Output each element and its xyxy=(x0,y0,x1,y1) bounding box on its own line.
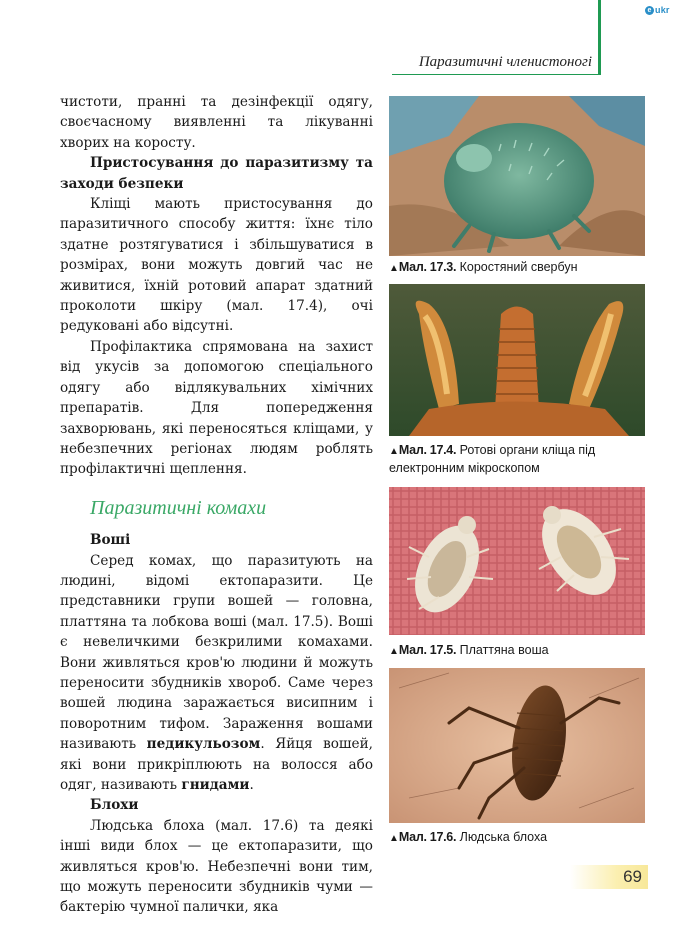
subheading-lice: Воші xyxy=(90,532,131,549)
paragraph: Профілактика спрямована на захист від укусів за допомогою спеціального одягу або відлякувальних хімічних препаратів. Для попередження захворювань, які переносяться кліщами, у небезпечних регіонах людям роблять профілактичні щеплення. xyxy=(60,338,373,478)
body-louse-illustration xyxy=(389,487,645,635)
figure-human-flea xyxy=(389,668,645,823)
human-flea-illustration xyxy=(389,668,645,823)
caption-fig-17-5: ▲Мал. 17.5. Платтяна воша xyxy=(389,643,549,657)
caption-fig-17-3: ▲Мал. 17.3. Коростяний свербун xyxy=(389,260,578,274)
paragraph-lice: Серед комах, що паразитують на людині, відомі ектопаразити. Це представники групи вошей — головна, платтяна та лобкова воші (мал. 17.5). Воші є невеличкими безкрилими комахами. Вони живляться кров'ю людини й можуть переносити збудників хвороб. Саме через вошей людина заражається висипним і поворотним тифом. Зараження вошами називають педикульозом. Яйця вошей, які вони прикріплюють на волосся або одяг, називають гнидами. xyxy=(60,552,373,793)
header-divider xyxy=(392,74,601,75)
caption-fig-17-6: ▲Мал. 17.6. Людська блоха xyxy=(389,830,548,844)
page-number: 69 xyxy=(623,867,642,886)
paragraph: чистоти, пранні та дезінфекції одягу, своєчасному виявленні та лікуванні хворих на коросту. xyxy=(60,94,373,151)
header-accent-bar xyxy=(598,0,601,74)
main-text-column xyxy=(60,92,373,918)
subheading-fleas: Блохи xyxy=(90,797,139,814)
running-header: Паразитичні членистоногі xyxy=(418,54,592,70)
term-nits: гнидами xyxy=(181,777,250,793)
figure-body-louse xyxy=(389,487,645,635)
paragraph: Людська блоха (мал. 17.6) та деякі інші види блох — це ектопаразити, що живляться кров'ю. Небезпечні вони тим, що можуть переносити збудників чуми — бактерію чумної палички, яка xyxy=(60,817,373,916)
page-number-tab xyxy=(570,865,648,889)
publisher-logo: e ukr xyxy=(645,5,670,15)
subheading-adaptation: Пристосування до паразитизму та заходи безпеки xyxy=(60,155,373,192)
tick-mouthparts-illustration xyxy=(389,284,645,436)
caption-fig-17-4: ▲Мал. 17.4. Ротові органи кліща під електронним мікроскопом xyxy=(389,443,596,475)
scabies-mite-illustration xyxy=(389,96,645,256)
term-pediculosis: педикульозом xyxy=(146,736,261,753)
figure-scabies-mite xyxy=(389,96,645,256)
section-heading: Паразитичні комахи xyxy=(90,496,267,519)
figure-tick-mouthparts xyxy=(389,284,645,436)
paragraph: Кліщі мають пристосування до паразитичного способу життя: їхнє тіло здатне розтягуватися і збільшуватися в розмірах, вони можуть довгий час не живитися, їхній ротовий апарат здатний проколоти шкіру (мал. 17.4), очі редуковані або відсутні. xyxy=(60,196,373,335)
